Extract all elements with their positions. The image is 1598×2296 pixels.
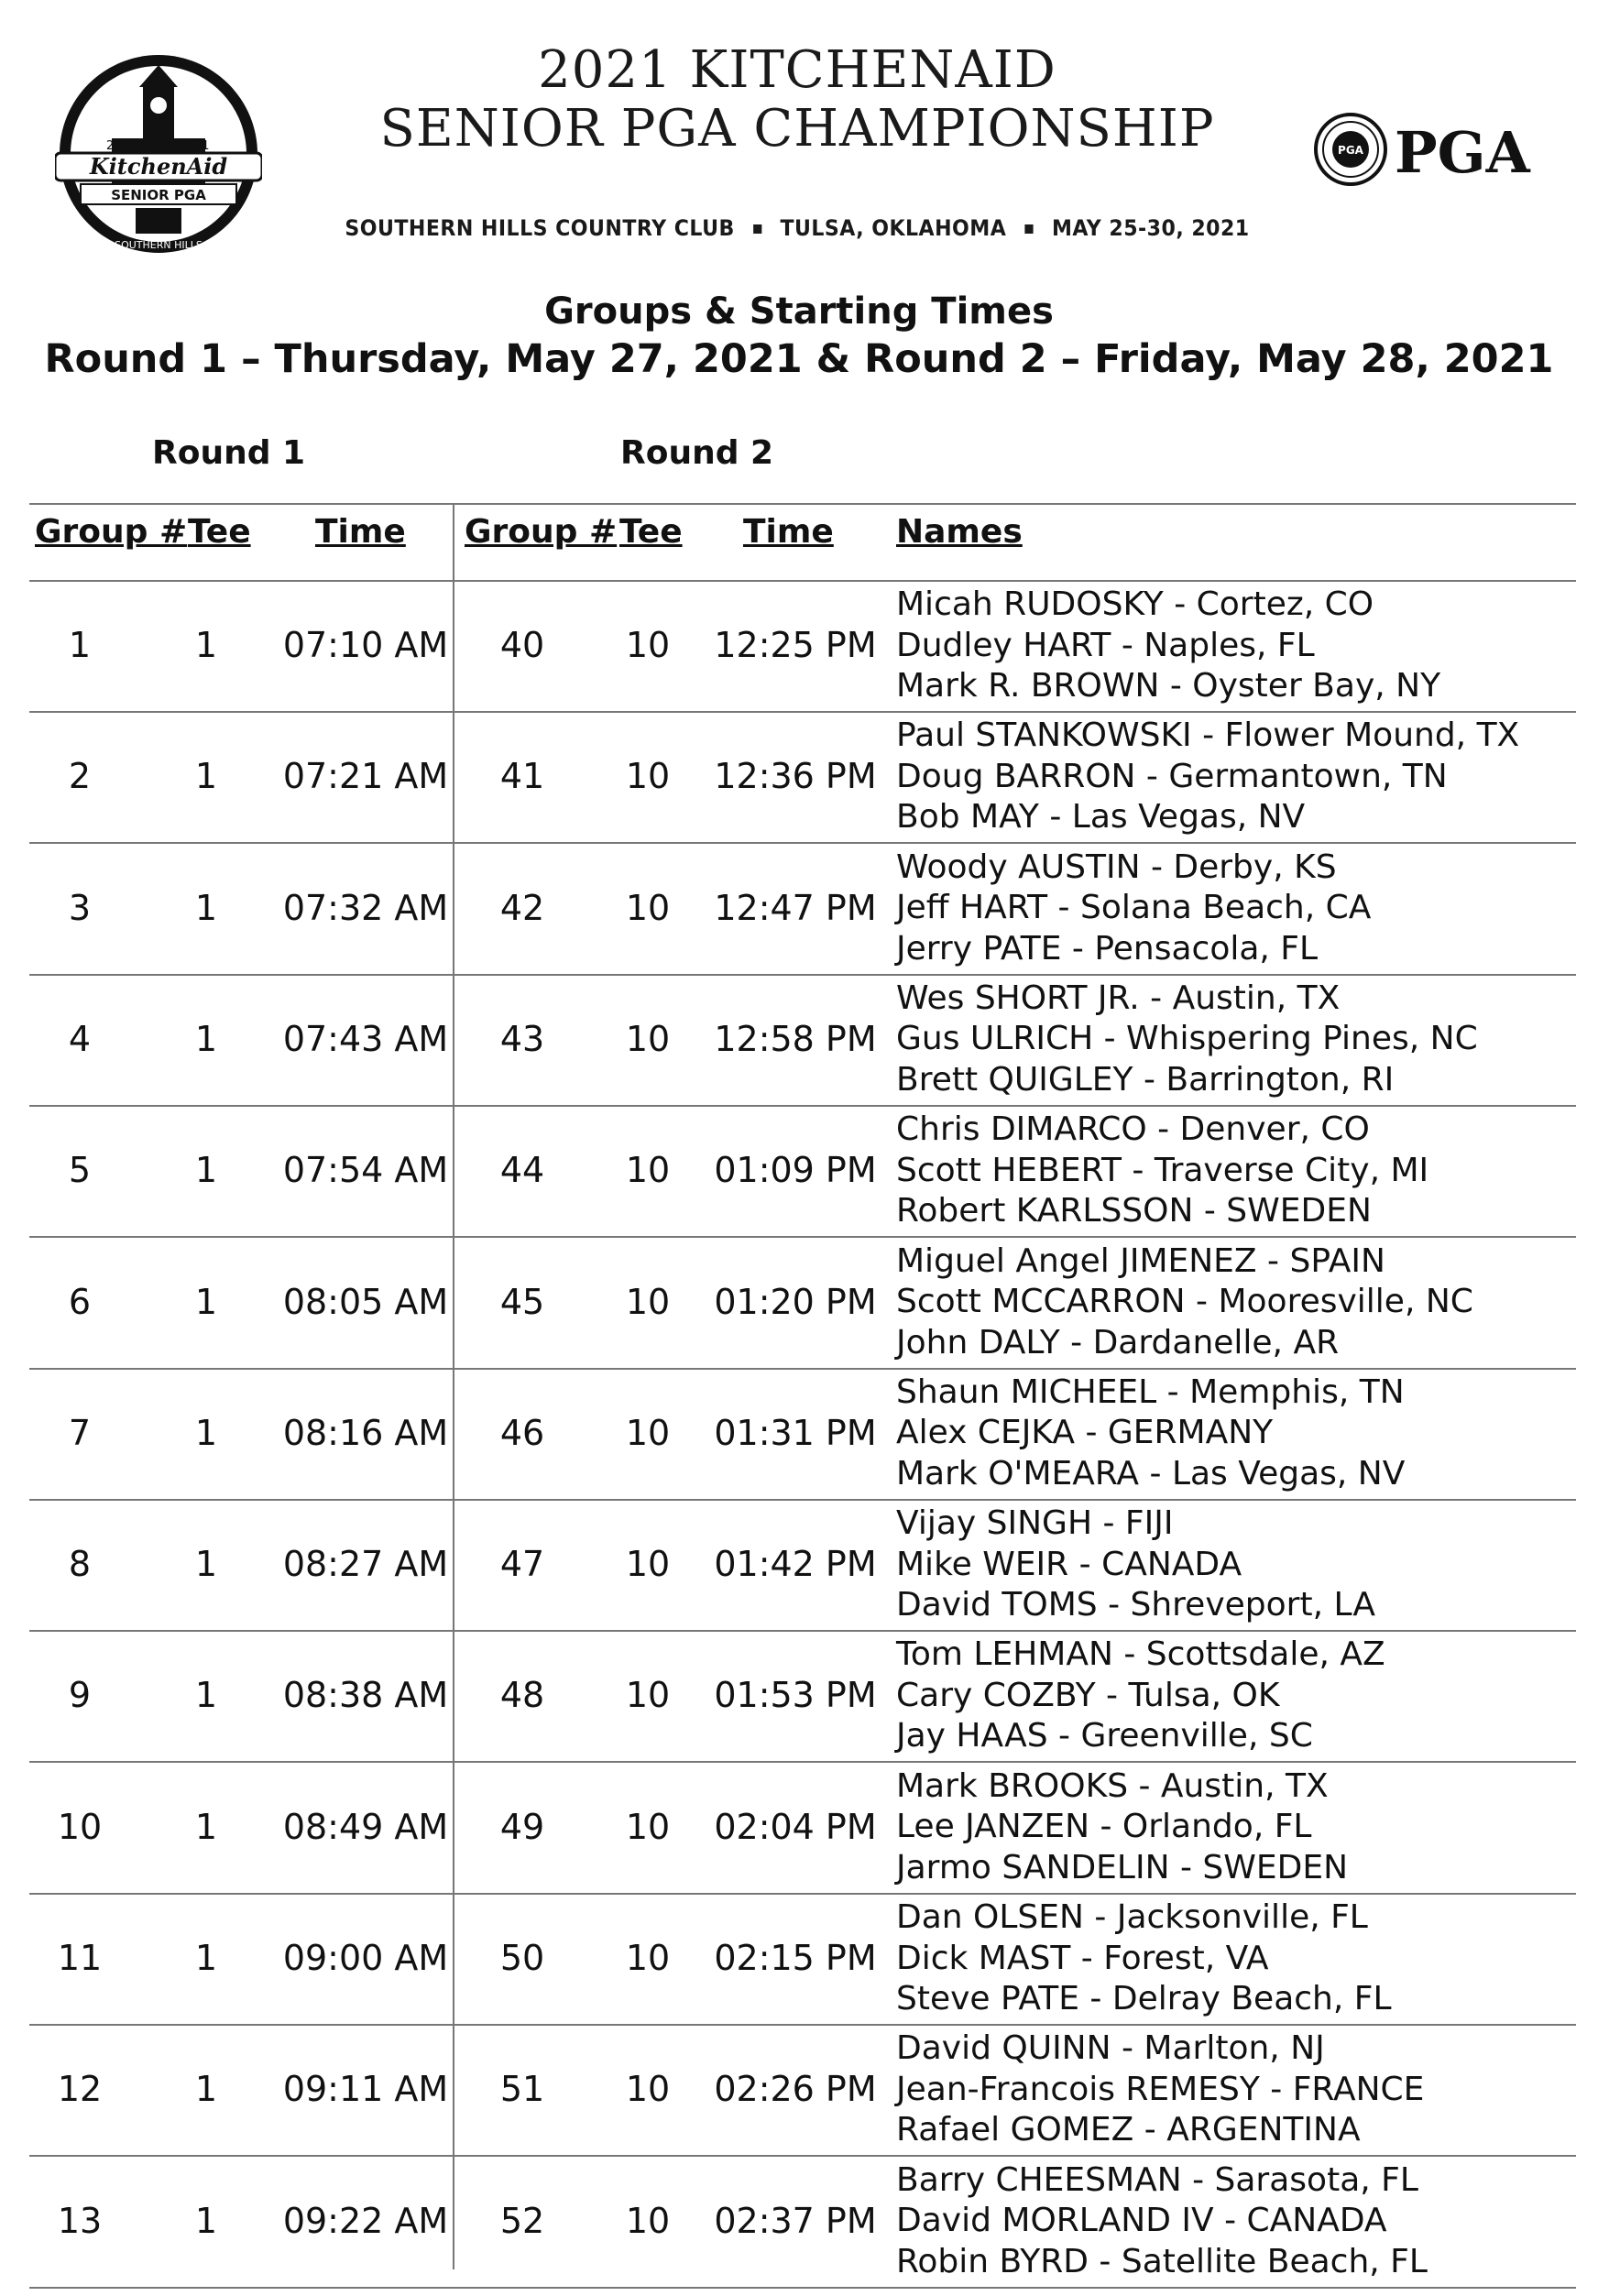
tee1-cell: 1 — [194, 1544, 218, 1585]
player-name: Dan OLSEN - Jacksonville, FL — [896, 1898, 1368, 1936]
player-name: Vijay SINGH - FIJI — [896, 1504, 1174, 1543]
event-title-line1: 2021 KITCHENAID — [538, 40, 1056, 100]
time2-cell: 01:31 PM — [714, 1412, 877, 1453]
separator — [753, 224, 761, 234]
names-cell — [896, 1110, 1428, 1232]
names-cell — [896, 2160, 1428, 2283]
player-name: Mark R. BROWN - Oyster Bay, NY — [896, 667, 1441, 705]
player-name: Wes SHORT JR. - Austin, TX — [896, 979, 1341, 1017]
pga-seal-text: PGA — [1338, 144, 1363, 157]
table-row — [29, 581, 1576, 713]
group1-cell: 9 — [68, 1675, 92, 1716]
player-name: David MORLAND IV - CANADA — [896, 2202, 1387, 2240]
table-row — [29, 844, 1576, 976]
event-details — [342, 215, 1253, 241]
col-header-names: Names — [896, 513, 1023, 551]
tee1-cell: 1 — [194, 2200, 218, 2241]
player-name: Brett QUIGLEY - Barrington, RI — [896, 1060, 1395, 1099]
player-name: Jay HAAS - Greenville, SC — [896, 1717, 1313, 1755]
names-cell — [896, 716, 1519, 838]
names-cell — [896, 1241, 1473, 1364]
table-row — [29, 1106, 1576, 1238]
group1-cell: 13 — [57, 2200, 103, 2241]
group1-cell: 1 — [68, 625, 92, 665]
player-name: Jerry PATE - Pensacola, FL — [896, 929, 1319, 968]
event-dates: MAY 25-30, 2021 — [1051, 215, 1250, 241]
time2-cell: 01:20 PM — [714, 1281, 877, 1322]
tee2-cell: 10 — [625, 625, 671, 665]
time1-cell: 08:16 AM — [282, 1412, 449, 1453]
player-name: David TOMS - Shreveport, LA — [896, 1586, 1375, 1624]
player-name: Mark O'MEARA - Las Vegas, NV — [896, 1454, 1406, 1492]
player-name: Robert KARLSSON - SWEDEN — [896, 1192, 1372, 1230]
player-name: Cary COZBY - Tulsa, OK — [896, 1676, 1280, 1714]
time2-cell: 01:09 PM — [714, 1150, 877, 1191]
event-title — [302, 41, 1292, 159]
table-row — [29, 2157, 1576, 2289]
names-cell — [896, 1372, 1405, 1495]
group2-cell: 45 — [499, 1281, 545, 1322]
kitchenaid-senior-pga-logo — [55, 50, 262, 257]
names-cell — [896, 1897, 1392, 2020]
player-name: Jean-Francois REMESY - FRANCE — [896, 2070, 1425, 2108]
names-cell — [896, 847, 1371, 970]
tee1-cell: 1 — [194, 1018, 218, 1059]
time2-cell: 01:53 PM — [714, 1675, 877, 1716]
group1-cell: 11 — [57, 1938, 103, 1978]
col-header-time2: Time — [743, 513, 834, 551]
event-title-line2: SENIOR PGA CHAMPIONSHIP — [379, 99, 1215, 159]
group2-cell: 43 — [499, 1018, 545, 1059]
time1-cell: 09:22 AM — [282, 2200, 449, 2241]
time2-cell: 12:58 PM — [714, 1018, 877, 1059]
time1-cell: 08:05 AM — [282, 1281, 449, 1322]
tee1-cell: 1 — [194, 625, 218, 665]
logo-year-right: 21 — [194, 139, 210, 153]
col-header-group2: Group # — [465, 513, 618, 551]
player-name: Micah RUDOSKY - Cortez, CO — [896, 585, 1374, 623]
separator — [1025, 224, 1034, 234]
row-divider — [29, 2287, 1576, 2289]
player-name: Jeff HART - Solana Beach, CA — [896, 889, 1372, 927]
player-name: Woody AUSTIN - Derby, KS — [896, 847, 1337, 886]
tee2-cell: 10 — [625, 1018, 671, 1059]
names-cell — [896, 1503, 1375, 1626]
player-name: Robin BYRD - Satellite Beach, FL — [896, 2242, 1428, 2280]
time1-cell: 07:43 AM — [282, 1018, 449, 1059]
table-row — [29, 1238, 1576, 1370]
time1-cell: 08:49 AM — [282, 1806, 449, 1847]
player-name: Doug BARRON - Germantown, TN — [896, 757, 1448, 795]
round1-label: Round 1 — [152, 434, 306, 472]
time2-cell: 02:04 PM — [714, 1806, 877, 1847]
group1-cell: 3 — [68, 887, 92, 928]
player-name: Alex CEJKA - GERMANY — [896, 1414, 1274, 1452]
time2-cell: 02:15 PM — [714, 1938, 877, 1978]
tee2-cell: 10 — [625, 756, 671, 797]
tee2-cell: 10 — [625, 1544, 671, 1585]
player-name: Dudley HART - Naples, FL — [896, 626, 1315, 664]
player-name: Mike WEIR - CANADA — [896, 1545, 1242, 1583]
tee1-cell: 1 — [194, 1412, 218, 1453]
player-name: John DALY - Dardanelle, AR — [896, 1323, 1340, 1361]
document-header — [0, 0, 1598, 275]
table-row — [29, 975, 1576, 1107]
group2-cell: 44 — [499, 1150, 545, 1191]
time1-cell: 08:38 AM — [282, 1675, 449, 1716]
group2-cell: 49 — [499, 1806, 545, 1847]
table-row — [29, 1894, 1576, 2026]
names-cell — [896, 979, 1478, 1101]
tee2-cell: 10 — [625, 2200, 671, 2241]
city: TULSA, OKLAHOMA — [780, 215, 1007, 241]
player-name: Jarmo SANDELIN - SWEDEN — [896, 1848, 1348, 1886]
player-name: Scott MCCARRON - Mooresville, NC — [896, 1283, 1473, 1320]
player-name: Mark BROOKS - Austin, TX — [896, 1766, 1329, 1805]
player-name: Lee JANZEN - Orlando, FL — [896, 1808, 1312, 1846]
group1-cell: 4 — [68, 1018, 92, 1059]
player-name: Tom LEHMAN - Scottsdale, AZ — [896, 1635, 1385, 1674]
player-name: Gus ULRICH - Whispering Pines, NC — [896, 1020, 1478, 1058]
logo-brand: KitchenAid — [89, 153, 228, 180]
player-name: Bob MAY - Las Vegas, NV — [896, 798, 1306, 836]
page-title: Groups & Starting Times — [544, 290, 1054, 333]
logo-arc-text: SOUTHERN HILLS — [115, 239, 202, 251]
player-name: Paul STANKOWSKI - Flower Mound, TX — [896, 716, 1520, 755]
tee1-cell: 1 — [194, 1150, 218, 1191]
logo-year-left: 20 — [106, 139, 122, 153]
table-row — [29, 1763, 1576, 1895]
tee2-cell: 10 — [625, 1675, 671, 1716]
names-cell — [896, 1635, 1385, 1757]
tee2-cell: 10 — [625, 887, 671, 928]
col-header-tee1: Tee — [188, 513, 251, 551]
names-cell — [896, 2028, 1424, 2151]
time2-cell: 12:47 PM — [714, 887, 877, 928]
table-row — [29, 1500, 1576, 1632]
tee2-cell: 10 — [625, 1938, 671, 1978]
venue: SOUTHERN HILLS COUNTRY CLUB — [345, 215, 735, 241]
pga-logo — [1312, 108, 1550, 191]
col-header-tee2: Tee — [619, 513, 683, 551]
group1-cell: 6 — [68, 1281, 92, 1322]
tee1-cell: 1 — [194, 1806, 218, 1847]
page-subtitle: Round 1 – Thursday, May 27, 2021 & Round 2 – Friday, May 28, 2021 — [44, 336, 1554, 382]
group2-cell: 40 — [499, 625, 545, 665]
tee1-cell: 1 — [194, 887, 218, 928]
time2-cell: 12:36 PM — [714, 756, 877, 797]
names-cell — [896, 1766, 1348, 1889]
table-row — [29, 1369, 1576, 1501]
group2-cell: 47 — [499, 1544, 545, 1585]
group2-cell: 52 — [499, 2200, 545, 2241]
group1-cell: 12 — [57, 2069, 103, 2110]
pga-logo-text: PGA — [1395, 119, 1530, 186]
tee2-cell: 10 — [625, 1806, 671, 1847]
time2-cell: 12:25 PM — [714, 625, 877, 665]
group1-cell: 8 — [68, 1544, 92, 1585]
round2-label: Round 2 — [620, 434, 774, 472]
group2-cell: 50 — [499, 1938, 545, 1978]
player-name: Miguel Angel JIMENEZ - SPAIN — [896, 1241, 1385, 1280]
time2-cell: 01:42 PM — [714, 1544, 877, 1585]
group1-cell: 7 — [68, 1412, 92, 1453]
player-name: Barry CHEESMAN - Sarasota, FL — [896, 2160, 1418, 2199]
group2-cell: 51 — [499, 2069, 545, 2110]
time1-cell: 09:00 AM — [282, 1938, 449, 1978]
tee2-cell: 10 — [625, 1412, 671, 1453]
player-name: Dick MAST - Forest, VA — [896, 1939, 1269, 1977]
tee1-cell: 1 — [194, 1281, 218, 1322]
col-header-time1: Time — [315, 513, 406, 551]
group1-cell: 2 — [68, 756, 92, 797]
time1-cell: 07:21 AM — [282, 756, 449, 797]
tee1-cell: 1 — [194, 756, 218, 797]
tee1-cell: 1 — [194, 1938, 218, 1978]
player-name: Rafael GOMEZ - ARGENTINA — [896, 2111, 1361, 2149]
player-name: Chris DIMARCO - Denver, CO — [896, 1110, 1370, 1149]
logo-banner: SENIOR PGA — [111, 187, 206, 203]
names-cell — [896, 585, 1440, 707]
group2-cell: 48 — [499, 1675, 545, 1716]
time1-cell: 08:27 AM — [282, 1544, 449, 1585]
group1-cell: 5 — [68, 1150, 92, 1191]
tee2-cell: 10 — [625, 2069, 671, 2110]
group2-cell: 41 — [499, 756, 545, 797]
time1-cell: 07:54 AM — [282, 1150, 449, 1191]
player-name: Scott HEBERT - Traverse City, MI — [896, 1151, 1429, 1189]
col-header-group1: Group # — [35, 513, 188, 551]
table-row — [29, 712, 1576, 844]
time1-cell: 07:32 AM — [282, 887, 449, 928]
group1-cell: 10 — [57, 1806, 103, 1847]
time2-cell: 02:26 PM — [714, 2069, 877, 2110]
table-row — [29, 1631, 1576, 1763]
tee1-cell: 1 — [194, 1675, 218, 1716]
tee2-cell: 10 — [625, 1281, 671, 1322]
group2-cell: 46 — [499, 1412, 545, 1453]
player-name: Shaun MICHEEL - Memphis, TN — [896, 1372, 1405, 1411]
player-name: Steve PATE - Delray Beach, FL — [896, 1980, 1392, 2017]
table-header-row — [29, 504, 1576, 581]
tee2-cell: 10 — [625, 1150, 671, 1191]
player-name: David QUINN - Marlton, NJ — [896, 2029, 1325, 2068]
time1-cell: 07:10 AM — [282, 625, 449, 665]
group2-cell: 42 — [499, 887, 545, 928]
table-row — [29, 2025, 1576, 2157]
tee1-cell: 1 — [194, 2069, 218, 2110]
time2-cell: 02:37 PM — [714, 2200, 877, 2241]
time1-cell: 09:11 AM — [282, 2069, 449, 2110]
